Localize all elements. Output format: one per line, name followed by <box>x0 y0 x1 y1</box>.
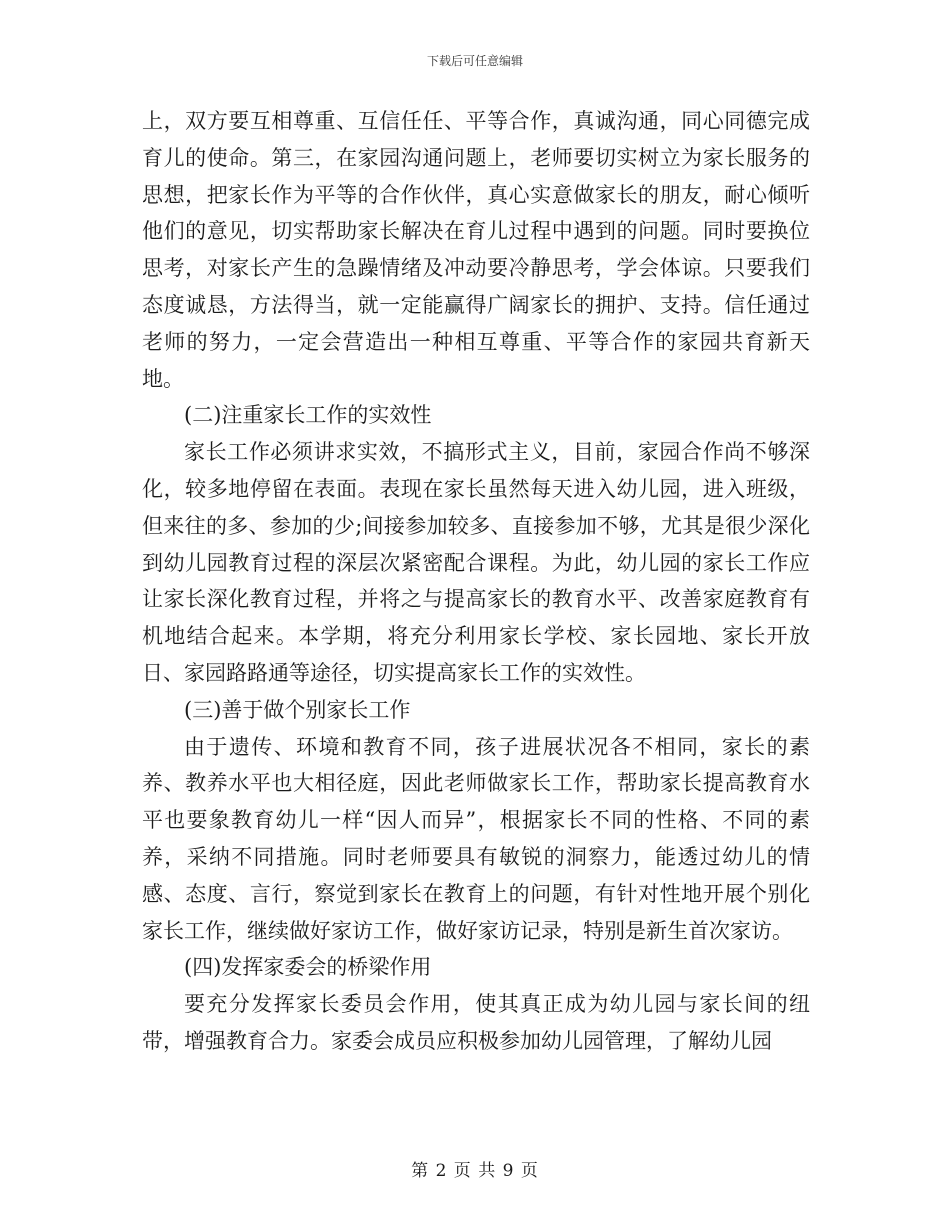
paragraph-individual-work: 由于遗传、环境和教育不同，孩子进展状况各不相同，家长的素养、教养水平也大相径庭，因此老师做家长工作，帮助家长提高教育水平也要象教育幼儿一样“因人而异”，根据家长不同的性格、不同的素养，采纳不同措施。同时老师要具有敏锐的洞察力，能透过幼儿的情感、态度、言行，察觉到家长在教育上的问题，有针对性地开展个别化家长工作，继续做好家访工作，做好家访记录，特别是新生首次家访。 <box>142 734 810 943</box>
document-body <box>142 103 810 1060</box>
paragraph-committee: 要充分发挥家长委员会作用，使其真正成为幼儿园与家长间的纽带，增强教育合力。家委会成员应积极参加幼儿园管理，了解幼儿园 <box>142 992 810 1053</box>
section-heading-4: (四)发挥家委会的桥梁作用 <box>184 955 432 980</box>
page-header: 下载后可任意编辑 <box>426 54 523 68</box>
paragraph-effectiveness: 家长工作必须讲求实效，不搞形式主义，目前，家园合作尚不够深化，较多地停留在表面。表现在家长虽然每天进入幼儿园，进入班级，但来往的多、参加的少;间接参加较多、直接参加不够，尤其是很少深化到幼儿园教育过程的深层次紧密配合课程。为此，幼儿园的家长工作应让家长深化教育过程，并将之与提高家长的教育水平、改善家庭教育有机地结合起来。本学期，将充分利用家长学校、家长园地、家长开放日、家园路路通等途径，切实提高家长工作的实效性。 <box>142 440 810 685</box>
page-footer: 第 2 页 共 9 页 <box>411 1161 539 1181</box>
section-heading-3: (三)善于做个别家长工作 <box>184 697 411 722</box>
section-heading-2: (二)注重家长工作的实效性 <box>184 403 432 428</box>
paragraph-continuation: 上，双方要互相尊重、互信任任、平等合作，真诚沟通，同心同德完成育儿的使命。第三，在家园沟通问题上，老师要切实树立为家长服务的思想，把家长作为平等的合作伙伴，真心实意做家长的朋友，耐心倾听他们的意见，切实帮助家长解决在育儿过程中遇到的问题。同时要换位思考，对家长产生的急躁情绪及冲动要冷静思考，学会体谅。只要我们态度诚恳，方法得当，就一定能赢得广阔家长的拥护、支持。信任通过老师的努力，一定会营造出一种相互尊重、平等合作的家园共育新天地。 <box>142 109 810 391</box>
